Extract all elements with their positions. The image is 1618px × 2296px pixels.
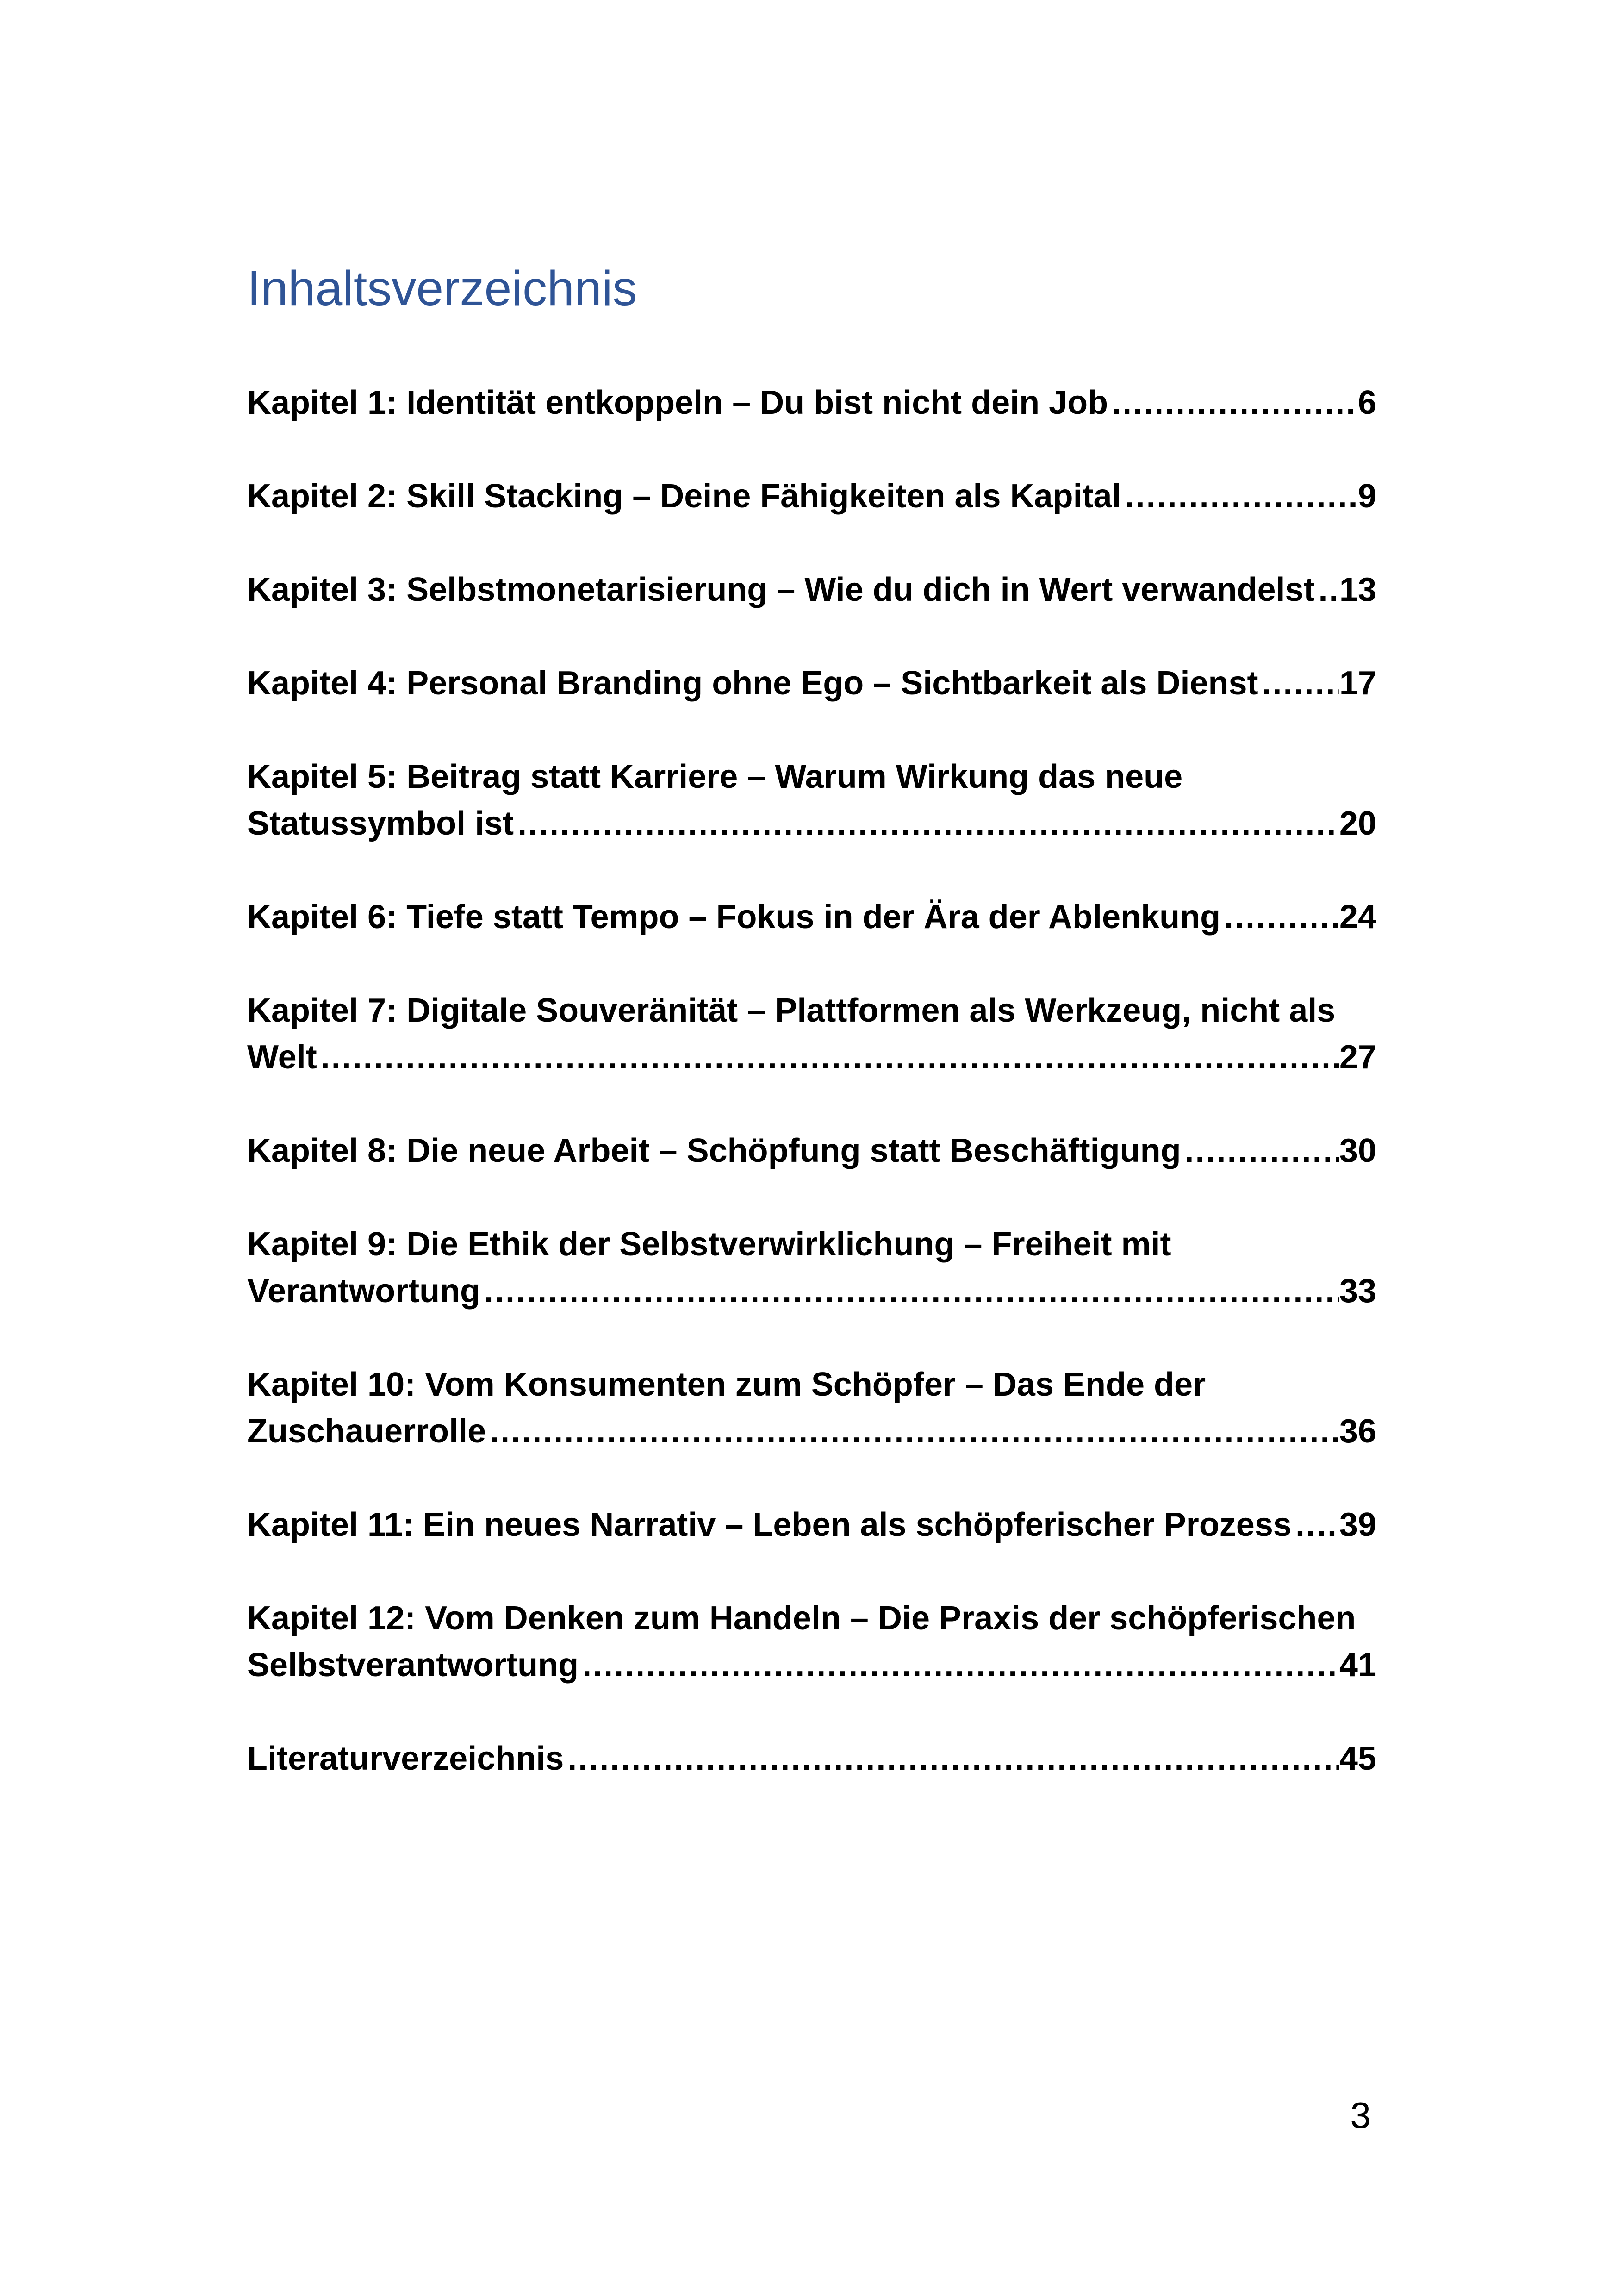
toc-entry[interactable] <box>247 894 1376 941</box>
dot-leader <box>317 1034 1339 1081</box>
toc-entry-title: Kapitel 6: Tiefe statt Tempo – Fokus in der Ära der Ablenkung <box>247 898 1221 936</box>
dot-leader <box>1258 660 1339 707</box>
toc-entry-row <box>247 1642 1376 1689</box>
toc-page-number: 13 <box>1339 571 1376 608</box>
toc-entry-row <box>247 1034 1376 1081</box>
toc-entry-row <box>247 894 1376 941</box>
toc-page-number: 20 <box>1339 805 1376 842</box>
toc-entry[interactable] <box>247 1221 1376 1315</box>
toc-entry[interactable] <box>247 987 1376 1081</box>
dot-leader <box>514 800 1339 847</box>
toc-entry-title-line: Kapitel 5: Beitrag statt Karriere – Warum Wirkung das neue <box>247 758 1183 795</box>
toc-entry-title: Zuschauerrolle <box>247 1413 486 1450</box>
toc-entry-row <box>247 380 1376 426</box>
toc-list <box>247 380 1376 1782</box>
toc-entry-title: Kapitel 2: Skill Stacking – Deine Fähigkeiten als Kapital <box>247 478 1121 515</box>
toc-entry-title: Kapitel 4: Personal Branding ohne Ego – Sichtbarkeit als Dienst <box>247 665 1258 702</box>
toc-entry-title: Kapitel 3: Selbstmonetarisierung – Wie du dich in Wert verwandelst <box>247 571 1315 608</box>
dot-leader <box>564 1735 1339 1782</box>
toc-entry[interactable] <box>247 1361 1376 1455</box>
toc-entry-title-line: Kapitel 9: Die Ethik der Selbstverwirklichung – Freiheit mit <box>247 1226 1171 1263</box>
toc-page-number: 45 <box>1339 1740 1376 1777</box>
toc-entry-title-line: Kapitel 10: Vom Konsumenten zum Schöpfer – Das Ende der <box>247 1366 1206 1403</box>
dot-leader <box>1292 1502 1339 1548</box>
toc-entry-title-line: Kapitel 12: Vom Denken zum Handeln – Die Praxis der schöpferischen <box>247 1600 1356 1637</box>
toc-entry[interactable] <box>247 1735 1376 1782</box>
toc-entry-row <box>247 800 1376 847</box>
toc-page-number: 9 <box>1357 478 1376 515</box>
toc-heading: Inhaltsverzeichnis <box>247 261 637 316</box>
toc-page-number: 39 <box>1339 1506 1376 1543</box>
toc-entry[interactable] <box>247 473 1376 520</box>
toc-entry[interactable] <box>247 1595 1376 1689</box>
toc-entry-row <box>247 567 1376 613</box>
dot-leader <box>1220 894 1339 941</box>
toc-entry-row <box>247 1735 1376 1782</box>
toc-page-number: 24 <box>1339 898 1376 936</box>
toc-page-number: 30 <box>1339 1132 1376 1169</box>
toc-entry[interactable] <box>247 660 1376 707</box>
dot-leader <box>486 1408 1339 1455</box>
toc-entry-title: Kapitel 8: Die neue Arbeit – Schöpfung statt Beschäftigung <box>247 1132 1181 1169</box>
toc-entry-row <box>247 473 1376 520</box>
toc-entry-row <box>247 1502 1376 1548</box>
toc-entry-title: Kapitel 11: Ein neues Narrativ – Leben als schöpferischer Prozess <box>247 1506 1292 1543</box>
toc-entry-row <box>247 1128 1376 1174</box>
toc-entry[interactable] <box>247 754 1376 847</box>
toc-page-number: 41 <box>1339 1647 1376 1684</box>
toc-entry-row <box>247 1268 1376 1315</box>
toc-page-number: 27 <box>1339 1039 1376 1076</box>
toc-entry[interactable] <box>247 567 1376 613</box>
toc-entry[interactable] <box>247 1502 1376 1548</box>
dot-leader <box>1121 473 1358 520</box>
toc-page-number: 36 <box>1339 1413 1376 1450</box>
toc-entry-title: Kapitel 1: Identität entkoppeln – Du bist nicht dein Job <box>247 384 1108 421</box>
toc-entry-title-line: Kapitel 7: Digitale Souveränität – Plattformen als Werkzeug, nicht als <box>247 992 1336 1029</box>
dot-leader <box>579 1642 1339 1689</box>
toc-entry-row <box>247 660 1376 707</box>
dot-leader <box>1315 567 1339 613</box>
toc-entry-title: Literaturverzeichnis <box>247 1740 564 1777</box>
dot-leader <box>480 1268 1339 1315</box>
toc-page-number: 17 <box>1339 665 1376 702</box>
page-number: 3 <box>1350 2095 1371 2136</box>
toc-page-number: 6 <box>1357 384 1376 421</box>
dot-leader <box>1108 380 1358 426</box>
dot-leader <box>1181 1128 1339 1174</box>
toc-entry-row <box>247 1408 1376 1455</box>
toc-entry[interactable] <box>247 380 1376 426</box>
toc-entry[interactable] <box>247 1128 1376 1174</box>
toc-page-number: 33 <box>1339 1273 1376 1310</box>
toc-entry-title: Verantwortung <box>247 1273 481 1310</box>
toc-entry-title: Selbstverantwortung <box>247 1647 579 1684</box>
toc-entry-title: Statussymbol ist <box>247 805 514 842</box>
toc-entry-title: Welt <box>247 1039 317 1076</box>
